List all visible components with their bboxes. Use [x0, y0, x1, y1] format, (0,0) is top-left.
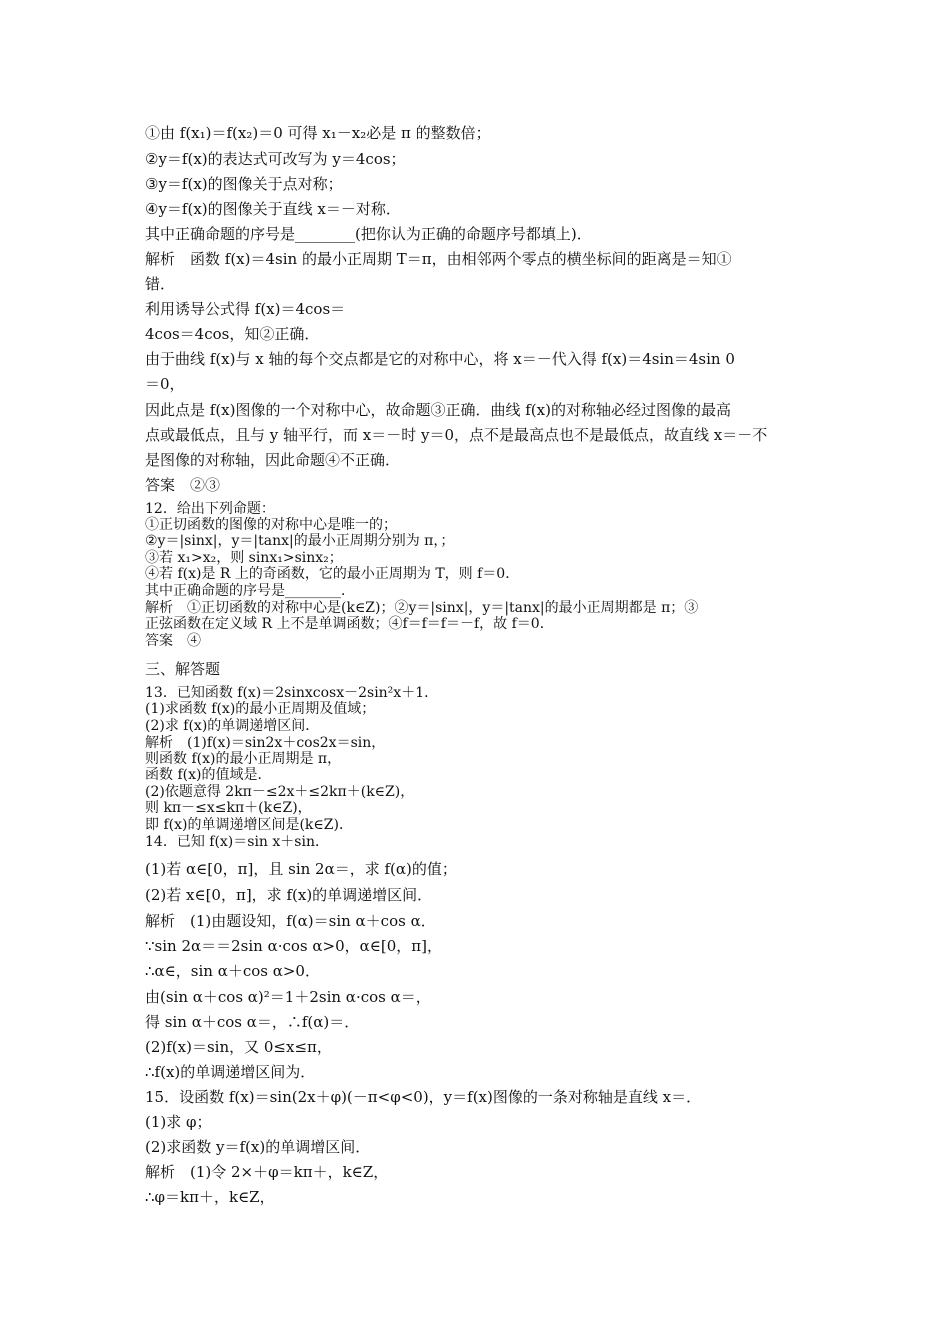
- text-line: (2)求函数 y＝f(x)的单调增区间．: [145, 1138, 371, 1156]
- text-line: ＝0，: [145, 375, 185, 393]
- text-line: 是图像的对称轴，因此命题④不正确．: [145, 451, 401, 469]
- text-line: ④若 f(x)是 R 上的奇函数，它的最小正周期为 T，则 f＝0．: [145, 566, 520, 582]
- text-line: ③y＝f(x)的图像关于点对称；: [145, 175, 343, 193]
- text-line: ①由 f(x₁)＝f(x₂)＝0 可得 x₁－x₂必是 π 的整数倍；: [145, 124, 491, 142]
- text-line: 解析 (1)由题设知，f(α)＝sin α＋cos α．: [145, 912, 436, 930]
- text-line: 解析 函数 f(x)＝4sin 的最小正周期 T＝π，由相邻两个零点的横坐标间的距离是＝知①: [145, 250, 732, 268]
- text-line: ∴φ＝kπ＋，k∈Z，: [145, 1188, 275, 1206]
- text-line: 其中正确命题的序号是________(把你认为正确的命题序号都填上)．: [145, 225, 592, 243]
- text-line: 答案 ④: [145, 633, 201, 649]
- text-line: ∵sin 2α＝＝2sin α·cos α>0，α∈[0，π]，: [145, 937, 442, 955]
- text-line: (2)依题意得 2kπ－≤2x＋≤2kπ＋(k∈Z)，: [145, 784, 415, 800]
- text-line: (1)求 φ；: [145, 1113, 212, 1131]
- text-line: (2)若 x∈[0，π]，求 f(x)的单调递增区间．: [145, 886, 433, 904]
- text-line: ②y＝|sinx|，y＝|tanx|的最小正周期分别为 π，；: [145, 533, 455, 549]
- text-line: 得 sin α＋cos α＝，∴f(α)＝．: [145, 1013, 360, 1031]
- text-line: 则 kπ－≤x≤kπ＋(k∈Z)，: [145, 800, 312, 816]
- text-line: ∴α∈，sin α＋cos α>0．: [145, 962, 320, 980]
- text-line: 答案 ②③: [145, 476, 221, 494]
- text-line: 14．已知 f(x)＝sin x＋sin．: [145, 834, 329, 850]
- text-line: ①正切函数的图像的对称中心是唯一的；: [145, 517, 397, 533]
- text-line: ③若 x₁>x₂，则 sinx₁>sinx₂；: [145, 550, 343, 566]
- text-line: 点或最低点，且与 y 轴平行，而 x＝－时 y＝0，点不是最高点也不是最低点，故直线 x＝－不: [145, 426, 768, 444]
- text-line: 解析 ①正切函数的对称中心是(k∈Z)；②y＝|sinx|，y＝|tanx|的最小正周期都是 π；③: [145, 600, 699, 616]
- text-line: 即 f(x)的单调递增区间是(k∈Z)．: [145, 817, 353, 833]
- text-line: 4cos＝4cos，知②正确．: [145, 325, 320, 343]
- text-line: ∴f(x)的单调递增区间为．: [145, 1063, 316, 1081]
- text-line: 解析 (1)f(x)＝sin2x＋cos2x＝sin，: [145, 735, 386, 751]
- text-line: 13．已知函数 f(x)＝2sinxcosx－2sin²x＋1．: [145, 685, 439, 701]
- text-line: 由于曲线 f(x)与 x 轴的每个交点都是它的对称中心，将 x＝－代入得 f(x)＝4sin＝4sin 0: [145, 350, 735, 368]
- text-line: 解析 (1)令 2×＋φ＝kπ＋，k∈Z，: [145, 1163, 389, 1181]
- text-line: 15．设函数 f(x)＝sin(2x＋φ)(－π<φ<0)，y＝f(x)图像的一条对称轴是直线 x＝．: [145, 1088, 702, 1106]
- text-line: 利用诱导公式得 f(x)＝4cos＝: [145, 300, 346, 318]
- text-line: 则函数 f(x)的最小正周期是 π，: [145, 751, 342, 767]
- text-line: 12．给出下列命题：: [145, 501, 275, 517]
- text-line: (2)求 f(x)的单调递增区间．: [145, 718, 320, 734]
- text-line: (2)f(x)＝sin，又 0≤x≤π，: [145, 1038, 332, 1056]
- text-line: 其中正确命题的序号是________．: [145, 583, 355, 599]
- section-heading: 三、解答题: [145, 660, 221, 678]
- text-line: 正弦函数在定义域 R 上不是单调函数；④f＝f＝f＝－f，故 f＝0．: [145, 616, 554, 632]
- text-line: ②y＝f(x)的表达式可改写为 y＝4cos；: [145, 150, 406, 168]
- text-line: (1)若 α∈[0，π]，且 sin 2α＝，求 f(α)的值；: [145, 860, 457, 878]
- text-line: 由(sin α＋cos α)²＝1＋2sin α·cos α＝，: [145, 988, 431, 1006]
- text-line: 因此点是 f(x)图像的一个对称中心，故命题③正确．曲线 f(x)的对称轴必经过图像的最高: [145, 401, 731, 419]
- text-line: (1)求函数 f(x)的最小正周期及值域；: [145, 701, 376, 717]
- text-line: 错．: [145, 275, 176, 293]
- text-line: 函数 f(x)的值域是．: [145, 767, 272, 783]
- text-line: ④y＝f(x)的图像关于直线 x＝－对称．: [145, 200, 401, 218]
